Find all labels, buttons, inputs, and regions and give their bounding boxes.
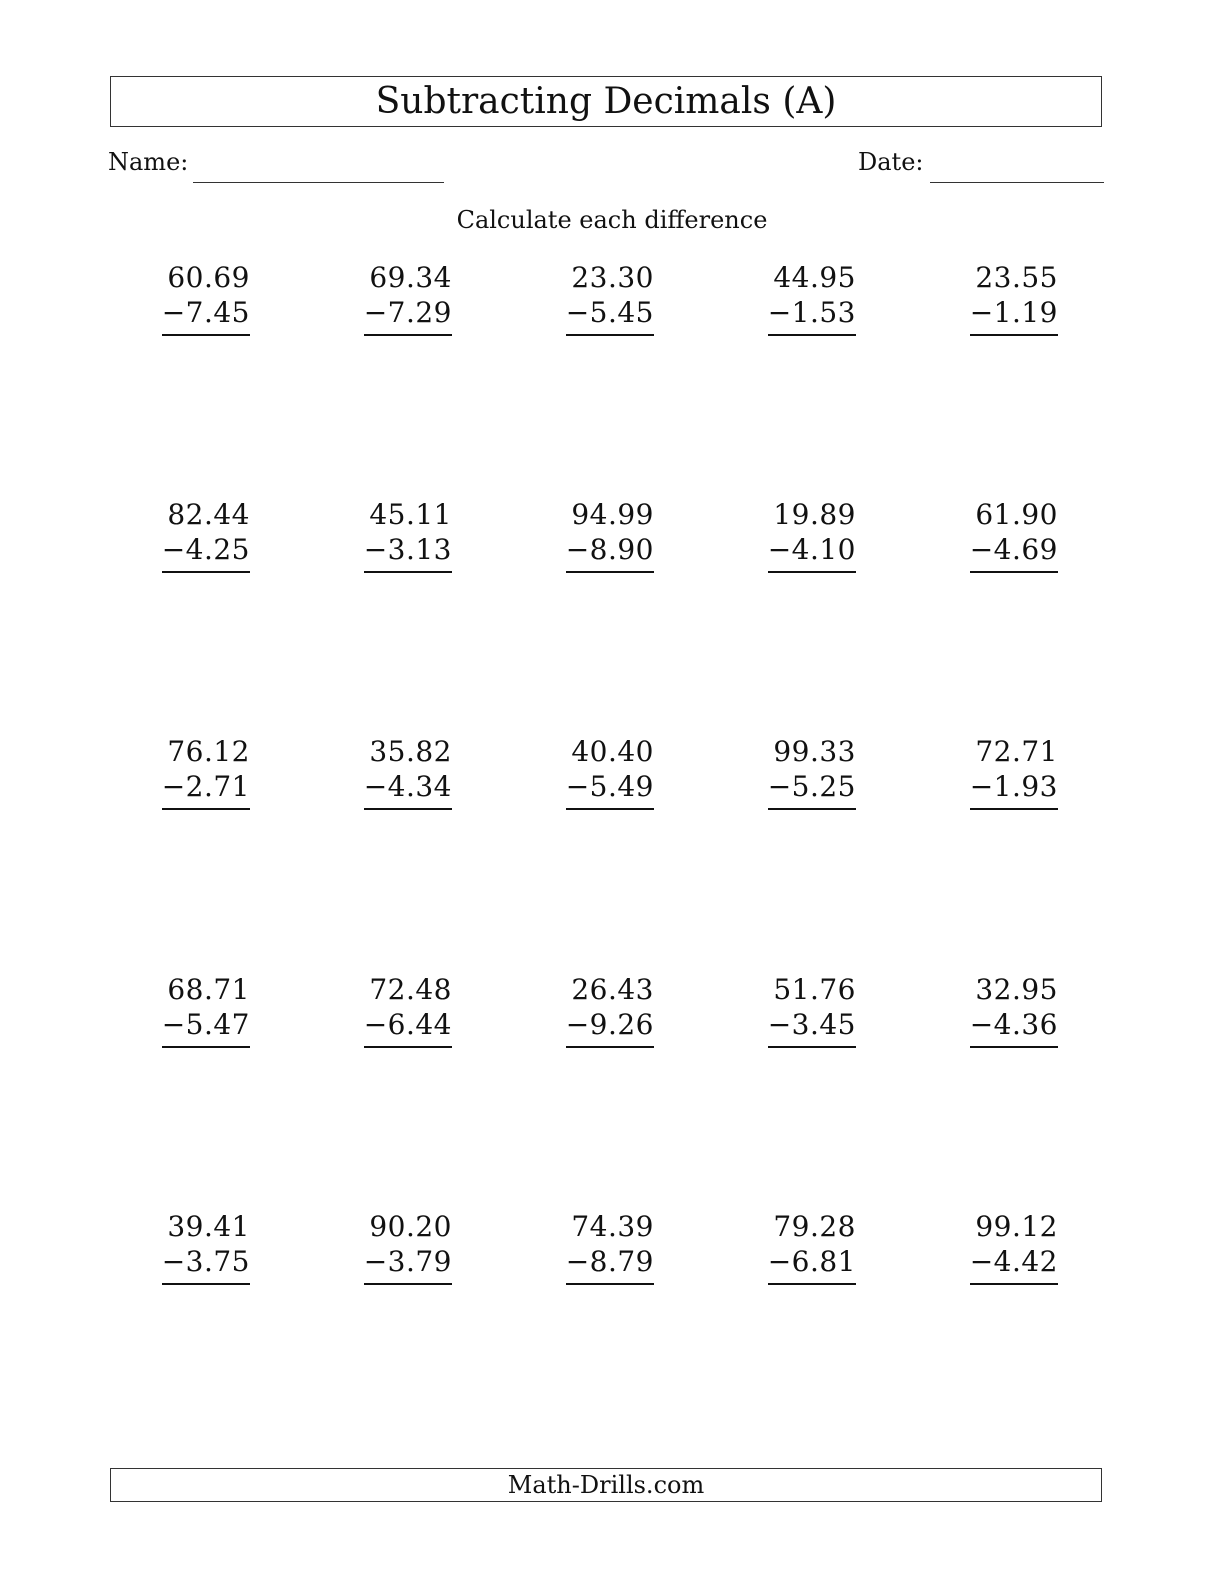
problem [161, 1210, 250, 1295]
subtrahend: −6.44 [363, 1008, 452, 1041]
subtrahend: −3.75 [161, 1245, 250, 1278]
subtrahend: −4.69 [969, 533, 1058, 566]
subtrahend: −1.19 [969, 296, 1058, 329]
answer-line [162, 334, 250, 336]
answer-line [970, 571, 1058, 573]
minuend: 26.43 [571, 973, 654, 1006]
footer-site-name: Math-Drills.com [507, 1471, 705, 1499]
minuend: 90.20 [369, 1210, 452, 1243]
problem [969, 498, 1058, 583]
subtrahend: −4.42 [969, 1245, 1058, 1278]
date-label: Date: [858, 148, 924, 176]
problem [363, 1210, 452, 1295]
problem [767, 735, 856, 820]
minuend: 23.30 [571, 261, 654, 294]
problem [565, 973, 654, 1058]
minuend: 68.71 [167, 973, 250, 1006]
answer-line [970, 1046, 1058, 1048]
minuend: 72.48 [369, 973, 452, 1006]
answer-line [162, 571, 250, 573]
problem [767, 1210, 856, 1295]
problem [969, 261, 1058, 346]
answer-line [364, 1283, 452, 1285]
minuend: 19.89 [773, 498, 856, 531]
subtrahend: −9.26 [565, 1008, 654, 1041]
minuend: 99.33 [773, 735, 856, 768]
minuend: 51.76 [773, 973, 856, 1006]
problem [767, 498, 856, 583]
minuend: 72.71 [975, 735, 1058, 768]
name-label: Name: [108, 148, 189, 176]
minuend: 23.55 [975, 261, 1058, 294]
problem [363, 498, 452, 583]
answer-line [768, 334, 856, 336]
minuend: 82.44 [167, 498, 250, 531]
answer-line [768, 571, 856, 573]
subtrahend: −7.29 [363, 296, 452, 329]
subtrahend: −4.25 [161, 533, 250, 566]
minuend: 61.90 [975, 498, 1058, 531]
subtrahend: −5.47 [161, 1008, 250, 1041]
subtrahend: −3.79 [363, 1245, 452, 1278]
problem [767, 973, 856, 1058]
problem [363, 735, 452, 820]
answer-line [566, 334, 654, 336]
problem [363, 973, 452, 1058]
answer-line [566, 1046, 654, 1048]
subtrahend: −7.45 [161, 296, 250, 329]
answer-line [768, 808, 856, 810]
subtrahend: −8.90 [565, 533, 654, 566]
minuend: 40.40 [571, 735, 654, 768]
answer-line [364, 334, 452, 336]
problem [969, 1210, 1058, 1295]
problem [969, 973, 1058, 1058]
subtrahend: −1.53 [767, 296, 856, 329]
minuend: 76.12 [167, 735, 250, 768]
answer-line [566, 571, 654, 573]
instructions: Calculate each difference [456, 206, 768, 234]
problem [565, 498, 654, 583]
subtrahend: −8.79 [565, 1245, 654, 1278]
problem [161, 498, 250, 583]
answer-line [970, 808, 1058, 810]
minuend: 74.39 [571, 1210, 654, 1243]
date-field-line[interactable] [930, 182, 1104, 183]
answer-line [970, 334, 1058, 336]
problem [767, 261, 856, 346]
minuend: 39.41 [167, 1210, 250, 1243]
subtrahend: −5.25 [767, 770, 856, 803]
subtrahend: −4.10 [767, 533, 856, 566]
subtrahend: −1.93 [969, 770, 1058, 803]
answer-line [768, 1283, 856, 1285]
subtrahend: −5.49 [565, 770, 654, 803]
problem [161, 735, 250, 820]
answer-line [364, 571, 452, 573]
answer-line [970, 1283, 1058, 1285]
page-title: Subtracting Decimals (A) [375, 80, 837, 122]
answer-line [364, 808, 452, 810]
minuend: 32.95 [975, 973, 1058, 1006]
answer-line [162, 808, 250, 810]
minuend: 44.95 [773, 261, 856, 294]
answer-line [566, 808, 654, 810]
problem [161, 261, 250, 346]
subtrahend: −5.45 [565, 296, 654, 329]
minuend: 45.11 [369, 498, 452, 531]
problem [565, 735, 654, 820]
subtrahend: −2.71 [161, 770, 250, 803]
problem [969, 735, 1058, 820]
answer-line [162, 1283, 250, 1285]
minuend: 99.12 [975, 1210, 1058, 1243]
subtrahend: −3.13 [363, 533, 452, 566]
problem [565, 1210, 654, 1295]
footer-box [110, 1468, 1102, 1502]
minuend: 69.34 [369, 261, 452, 294]
answer-line [566, 1283, 654, 1285]
problem [565, 261, 654, 346]
problem [363, 261, 452, 346]
problem [161, 973, 250, 1058]
minuend: 79.28 [773, 1210, 856, 1243]
minuend: 60.69 [167, 261, 250, 294]
answer-line [364, 1046, 452, 1048]
answer-line [768, 1046, 856, 1048]
subtrahend: −3.45 [767, 1008, 856, 1041]
minuend: 35.82 [369, 735, 452, 768]
answer-line [162, 1046, 250, 1048]
subtrahend: −4.36 [969, 1008, 1058, 1041]
name-field-line[interactable] [193, 182, 444, 183]
title-box [110, 76, 1102, 127]
minuend: 94.99 [571, 498, 654, 531]
subtrahend: −4.34 [363, 770, 452, 803]
subtrahend: −6.81 [767, 1245, 856, 1278]
